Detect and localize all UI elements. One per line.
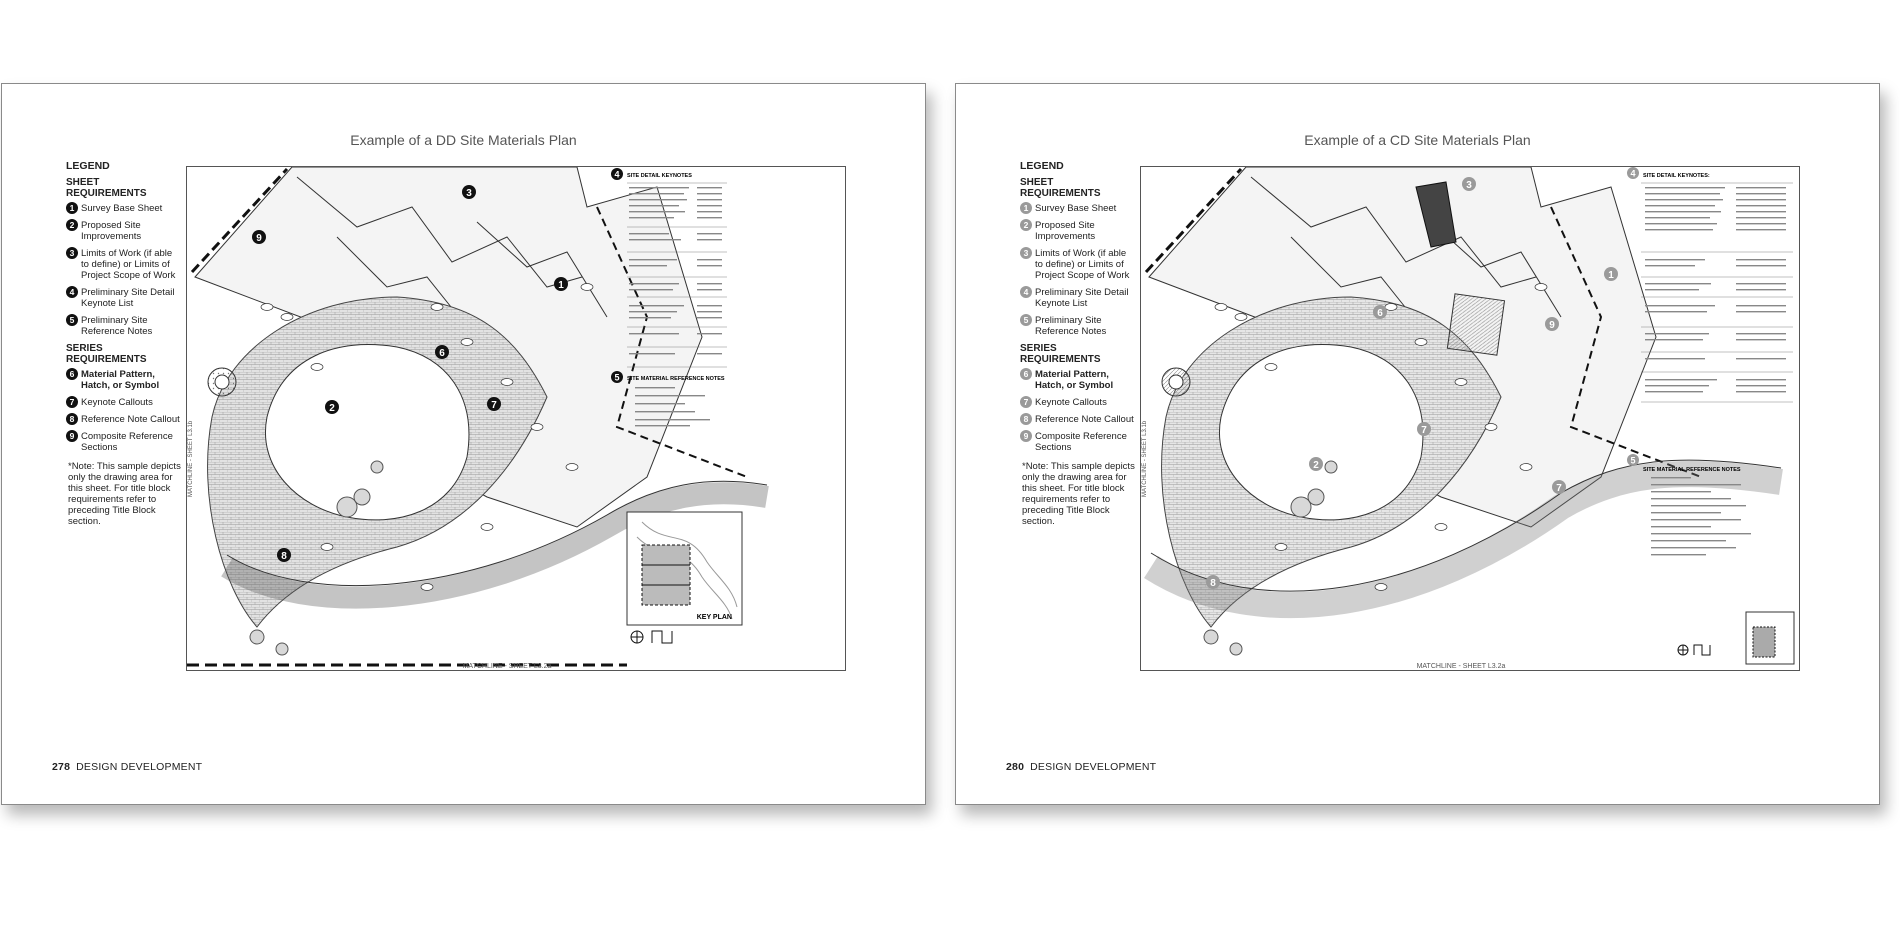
courtyard-pool (1447, 294, 1504, 355)
sheet-requirements-heading: SHEET REQUIREMENTS (66, 177, 147, 199)
legend-item (66, 203, 182, 214)
page-number: 278 (52, 761, 71, 773)
legend-item (1020, 203, 1136, 214)
legend-item (66, 431, 182, 453)
legend-item (66, 315, 182, 337)
svg-text:3: 3 (466, 188, 472, 199)
legend-item (66, 220, 182, 242)
legend (66, 161, 182, 527)
site-plan-drawing (1140, 166, 1800, 671)
sheet-requirements-heading: SHEET REQUIREMENTS (1020, 177, 1101, 199)
book-page-dd (1, 83, 926, 805)
key-plan-label: KEY PLAN (696, 614, 732, 621)
svg-text:6: 6 (439, 348, 445, 359)
reference-notes-title: SITE MATERIAL REFERENCE NOTES (627, 376, 725, 382)
svg-text:3: 3 (1466, 180, 1472, 191)
legend-item-text: Keynote Callouts (81, 397, 153, 408)
legend-number-badge: 6 (1020, 368, 1032, 380)
legend-number-badge: 3 (66, 247, 78, 259)
legend-item-text: Proposed Site Improvements (81, 220, 142, 242)
svg-text:8: 8 (281, 551, 287, 562)
matchline-bottom: MATCHLINE - SHEET L3.2a (462, 663, 552, 670)
page-footer (52, 761, 202, 773)
legend-heading: LEGEND (1020, 160, 1064, 172)
matchline-left: MATCHLINE - SHEET L3.1b (1142, 420, 1148, 497)
svg-text:5: 5 (614, 372, 620, 383)
svg-text:1: 1 (558, 280, 564, 291)
legend-number-badge: 1 (66, 202, 78, 214)
legend-note: *Note: This sample depicts only the drawing area for this sheet. For title block requirements refer to preceding Title Block section. (68, 461, 181, 527)
svg-text:2: 2 (329, 403, 335, 414)
legend-item-text: Composite Reference Sections (1035, 431, 1127, 453)
svg-text:8: 8 (1210, 578, 1216, 589)
legend-item-text: Survey Base Sheet (81, 203, 163, 214)
legend-item (66, 414, 182, 425)
svg-text:9: 9 (256, 233, 262, 244)
legend-item-text: Proposed Site Improvements (1035, 220, 1096, 242)
legend-number-badge: 3 (1020, 247, 1032, 259)
legend-item-text: Composite Reference Sections (81, 431, 173, 453)
page-footer (1006, 761, 1156, 773)
svg-text:4: 4 (614, 169, 620, 180)
legend-item-text: Limits of Work (if able to define) or Limits of Project Scope of Work (1035, 248, 1130, 281)
north-arrow-scale (631, 631, 672, 643)
keynote-table (1627, 167, 1793, 402)
legend-number-badge: 2 (66, 219, 78, 231)
legend-item-text: Limits of Work (if able to define) or Limits of Project Scope of Work (81, 248, 176, 281)
matchline-bottom: MATCHLINE - SHEET L3.2a (1416, 663, 1506, 670)
page-title: Example of a DD Site Materials Plan (350, 132, 577, 148)
svg-text:7: 7 (1421, 425, 1427, 436)
legend-number-badge: 1 (1020, 202, 1032, 214)
legend-item-text: Preliminary Site Reference Notes (1035, 315, 1107, 337)
legend-item-text: Preliminary Site Detail Keynote List (81, 287, 175, 309)
svg-text:6: 6 (1377, 308, 1383, 319)
legend-item (1020, 397, 1136, 408)
legend-item (66, 287, 182, 309)
legend-item (1020, 220, 1136, 242)
svg-text:4: 4 (1630, 168, 1636, 179)
legend-number-badge: 5 (1020, 314, 1032, 326)
legend-item (1020, 287, 1136, 309)
legend-number-badge: 8 (66, 413, 78, 425)
site-plan-svg (187, 167, 845, 670)
fountain-inner (215, 375, 229, 389)
legend-note: *Note: This sample depicts only the drawing area for this sheet. For title block requirements refer to preceding Title Block section. (1022, 461, 1135, 527)
legend-item (1020, 414, 1136, 425)
legend-item-text: Reference Note Callout (1035, 414, 1134, 425)
legend-item (66, 248, 182, 281)
key-plan (627, 512, 742, 625)
legend-number-badge: 7 (1020, 396, 1032, 408)
legend-item-text: Survey Base Sheet (1035, 203, 1117, 214)
legend (1020, 161, 1136, 527)
legend-item-text: Preliminary Site Reference Notes (81, 315, 153, 337)
legend-item-text: Keynote Callouts (1035, 397, 1107, 408)
book-page-cd (955, 83, 1880, 805)
svg-text:9: 9 (1549, 320, 1555, 331)
svg-text:7: 7 (491, 400, 497, 411)
fountain-inner (1169, 375, 1183, 389)
svg-text:7: 7 (1556, 483, 1562, 494)
series-requirements-heading: SERIES REQUIREMENTS (66, 343, 147, 365)
svg-text:1: 1 (1608, 270, 1614, 281)
legend-number-badge: 9 (1020, 430, 1032, 442)
keynotes-title: SITE DETAIL KEYNOTES: (1643, 173, 1710, 179)
legend-number-badge: 8 (1020, 413, 1032, 425)
key-plan (1746, 612, 1794, 664)
legend-item (1020, 315, 1136, 337)
legend-number-badge: 5 (66, 314, 78, 326)
legend-heading: LEGEND (66, 160, 110, 172)
page-number: 280 (1006, 761, 1025, 773)
legend-item-text: Preliminary Site Detail Keynote List (1035, 287, 1129, 309)
section-name: DESIGN DEVELOPMENT (76, 761, 203, 773)
section-name: DESIGN DEVELOPMENT (1030, 761, 1157, 773)
legend-number-badge: 4 (1020, 286, 1032, 298)
matchline-left: MATCHLINE - SHEET L3.1b (188, 420, 194, 497)
keynotes-title: SITE DETAIL KEYNOTES (627, 173, 692, 179)
site-plan-svg (1141, 167, 1799, 670)
svg-text:2: 2 (1313, 460, 1319, 471)
reference-notes-title: SITE MATERIAL REFERENCE NOTES (1643, 467, 1741, 473)
legend-number-badge: 9 (66, 430, 78, 442)
legend-item (1020, 431, 1136, 453)
reference-notes (1627, 454, 1751, 555)
legend-number-badge: 7 (66, 396, 78, 408)
legend-number-badge: 4 (66, 286, 78, 298)
legend-item-text: Material Pattern, Hatch, or Symbol (1035, 369, 1114, 391)
legend-item-text: Material Pattern, Hatch, or Symbol (81, 369, 160, 391)
series-requirements-heading: SERIES REQUIREMENTS (1020, 343, 1101, 365)
legend-item-text: Reference Note Callout (81, 414, 180, 425)
legend-item (1020, 369, 1136, 391)
page-title: Example of a CD Site Materials Plan (1304, 132, 1531, 148)
legend-number-badge: 2 (1020, 219, 1032, 231)
site-plan-drawing (186, 166, 846, 671)
svg-text:5: 5 (1630, 455, 1636, 466)
legend-item (1020, 248, 1136, 281)
north-arrow-scale (1678, 645, 1710, 655)
legend-number-badge: 6 (66, 368, 78, 380)
legend-item (66, 369, 182, 391)
legend-item (66, 397, 182, 408)
